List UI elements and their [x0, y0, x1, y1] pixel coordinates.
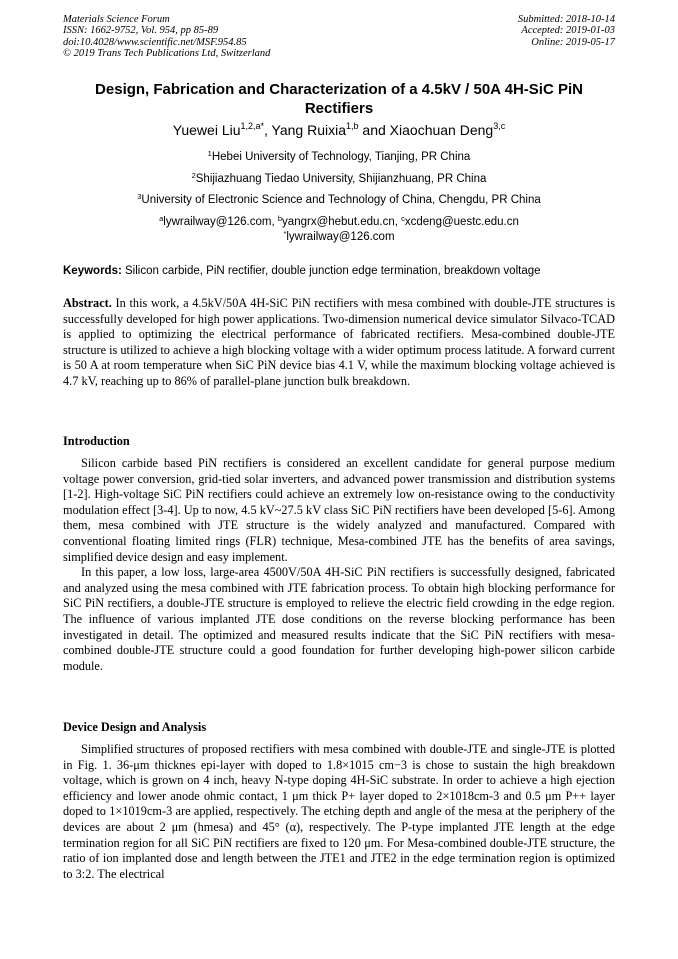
affiliation-number: 3	[137, 192, 142, 201]
keywords-label: Keywords:	[63, 265, 122, 277]
section-heading: Device Design and Analysis	[63, 720, 207, 734]
email-marker: b	[277, 214, 283, 223]
affiliation-3	[63, 193, 615, 207]
submission-dates	[518, 14, 615, 48]
affiliation-text: University of Electronic Science and Technology of China, Chengdu, PR China	[141, 194, 541, 206]
author-name: and Xiaochuan Deng	[358, 122, 494, 138]
accepted-date: Accepted: 2019-01-03	[521, 25, 615, 37]
author-list	[63, 121, 615, 139]
paragraph: Simplified structures of proposed rectifiers with mesa combined with double-JTE and single-JTE is plotted in Fig. 1. 36-μm thicknes epi-layer with doped to 1.8×1015 cm−3 is chose to sustain the high breakdown voltage, which is grown on 4 inch, heavy N-type doping 4H-SiC substrate. In order to achieve a high ejection efficiency and lower anode ohmic contact, 1 μm thick P+ layer doped to 2×1018cm-3 and 0.5 μm P++ layer doped to 1×1019cm-3 are applied, respectively. The etching depth and angle of the mesa at the periphery of the devices are about 2 μm (hmesa) and 45° (α), respectively. The P-type implanted JTE length at the edge termination region for all SiC PiN rectifiers are fixed to 120 μm. For Mesa-combined double-JTE structure, the ratio of ion implanted dose and length between the JTE1 and JTE2 in the edge termination region is optimized to 3:2. The electrical	[63, 742, 615, 881]
paper-title	[63, 80, 615, 118]
author-superscript: 3,c	[493, 121, 506, 131]
online-date: Online: 2019-05-17	[531, 36, 615, 48]
keywords-text: Silicon carbide, PiN rectifier, double junction edge termination, breakdown voltage	[121, 265, 541, 277]
copyright-line: © 2019 Trans Tech Publications Ltd, Switzerland	[63, 47, 271, 59]
intro-section	[63, 456, 615, 674]
keywords	[63, 264, 623, 278]
title-line-1: Design, Fabrication and Characterization of a 4.5kV / 50A 4H-SiC PiN	[95, 81, 583, 98]
affiliation-2	[63, 172, 615, 186]
issn-line: ISSN: 1662-9752, Vol. 954, pp 85-89	[63, 25, 219, 37]
corresponding-email	[63, 230, 615, 244]
corresponding-marker: *	[283, 229, 287, 238]
section-heading: Introduction	[63, 434, 130, 448]
journal-name: Materials Science Forum	[63, 14, 170, 25]
affiliation-number: 1	[207, 149, 212, 158]
author-superscript: 1,2,a*	[240, 121, 265, 131]
abstract-text: In this work, a 4.5kV/50A 4H-SiC PiN rectifiers with mesa combined with double-JTE structures is successfully developed for high power applications. Two-dimension numerical device simulator Silvaco-TCAD is applied to optimizing the electrical performance of fabricated rectifiers. Mesa-combined double-JTE structure is utilized to achieve a high blocking voltage with a wider optimum process latitude. A forward current is 50 A at room temperature when SiC PiN device bias 4.1 V, while the maximum blocking voltage achieved is 4.7 kV, reaching up to 86% of parallel-plane junction bulk breakdown.	[63, 296, 615, 388]
doi-line: doi:10.4028/www.scientific.net/MSF.954.85	[63, 36, 247, 48]
abstract	[63, 296, 615, 390]
affiliation-text: Hebei University of Technology, Tianjing, PR China	[211, 151, 471, 163]
affiliation-number: 2	[191, 171, 196, 180]
email-marker: a	[159, 214, 164, 223]
affiliation-1	[63, 150, 615, 164]
paragraph: Silicon carbide based PiN rectifiers is considered an excellent candidate for general purpose medium voltage power conversion, grid-tied solar inverters, and advanced power transmission and distribution systems [1-2]. High-voltage SiC PiN rectifiers could achieve an extremely low on-resistance owing to the conductivity modulation effect [3-4]. Up to now, 4.5 kV~27.5 kV class SiC PiN rectifiers have been developed [5-6]. Among them, mesa combined with JTE structure is the widely analyzed and manufactured. Compared with conventional floating limited rings (FLR) technique, Mesa-combined JTE has the benefits of area savings, simplified device design and easy implement.	[63, 456, 615, 564]
journal-info	[63, 14, 270, 59]
email-address: yangrx@hebut.edu.cn,	[282, 216, 402, 228]
abstract-label: Abstract.	[63, 296, 112, 310]
email-address: lywrailway@126.com,	[163, 216, 278, 228]
paragraph: In this paper, a low loss, large-area 4500V/50A 4H-SiC PiN rectifiers is successfully designed, fabricated and analyzed using the mesa combined with JTE fabrication process. To obtain high blocking performance for SiC PiN rectifiers, a double-JTE structure is employed to relieve the electric field crowding in the edge region. The influence of various implanted JTE dose conditions on the reverse blocking performance has been investigated in detail. The optimized and measured results indicate that the SiC PiN rectifiers with mesa-combined double-JTE structure could a good foundation for further developing high-power silicon carbide module.	[63, 565, 615, 673]
author-name: , Yang Ruixia	[264, 122, 347, 138]
author-name: Yuewei Liu	[172, 122, 241, 138]
email-address: lywrailway@126.com	[286, 231, 395, 243]
affiliation-text: Shijiazhuang Tiedao University, Shijianzhuang, PR China	[195, 173, 487, 185]
email-address: xcdeng@uestc.edu.cn	[404, 216, 519, 228]
title-line-2: Rectifiers	[304, 100, 374, 117]
email-line	[63, 215, 615, 229]
design-section	[63, 742, 615, 882]
author-superscript: 1,b	[346, 121, 359, 131]
email-marker: c	[401, 214, 405, 223]
submitted-date: Submitted: 2018-10-14	[517, 14, 615, 25]
